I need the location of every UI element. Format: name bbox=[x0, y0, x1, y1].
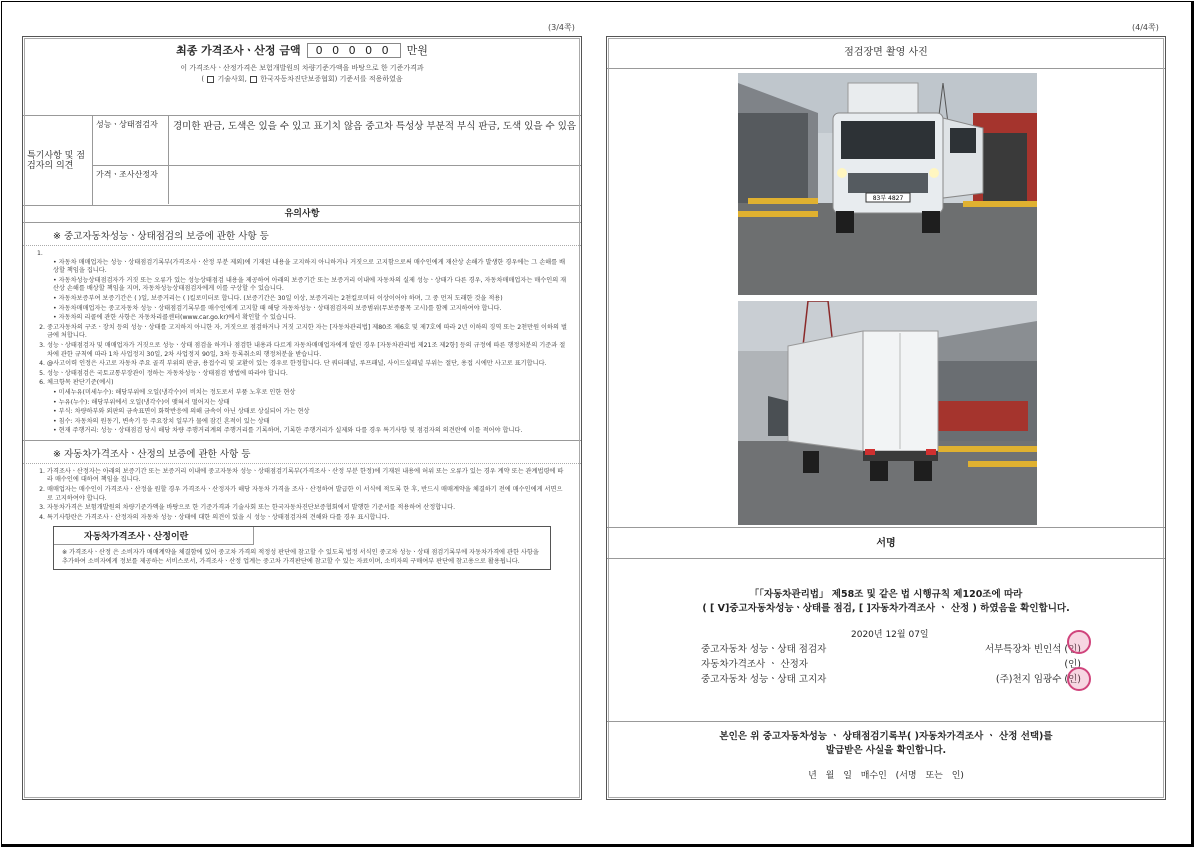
note-item: 3. 자동차가격은 보험개발원의 차량기준가액을 바탕으로 한 기준가격과 기술사회 또는 한국자동차진단보증협회에서 발행한 기준서를 적용하여 산정합니다. bbox=[47, 504, 567, 513]
note-item: 4. @사고이력 인정은 사고로 자동차 주요 골격 부위의 판금, 용접수리 및 교환이 있는 경우로 한정합니다. 단 쿼터패널, 루프패널, 사이드실패널 부위는 절단, 용접 시에만 사고로 표기합니다. bbox=[47, 360, 567, 369]
truck-rear-photo bbox=[738, 301, 1037, 525]
signature-date: 2020년 12월 07일 bbox=[851, 630, 929, 640]
note-item: 1. 가격조사ㆍ산정자는 아래의 보증기간 또는 보증거리 이내에 중고자동차 성능ㆍ상태점검기록부(가격조사ㆍ산정 부분 한정)에 기재된 내용에 허위 또는 오류가 있는 경우 계약 또는 관계법령에 따라 매수인에 대하여 책임을 집니다. bbox=[47, 468, 567, 485]
note-bullet: • 자동차의 리콜에 관한 사항은 자동차리콜센터(www.car.go.kr)에서 확인할 수 있습니다. bbox=[53, 314, 567, 323]
law-statement-line-2: ( [ V]중고자동차성능ㆍ상태를 점검, [ ]자동차가격조사 ㆍ 산정 ) 하였음을 확인합니다. bbox=[702, 603, 1070, 614]
warranty-section-title: ※ 중고자동차성능ㆍ상태점검의 보증에 관한 사항 등 bbox=[23, 223, 581, 246]
caution-title: 유의사항 bbox=[23, 206, 581, 223]
special-notes-heading: 특기사항 및 점검자의 의견 bbox=[23, 116, 93, 205]
inspector-role: 중고자동차 성능ㆍ상태 점검자 bbox=[701, 644, 827, 655]
buyer-confirmation bbox=[607, 721, 1165, 758]
right-page-number: (4/4쪽) bbox=[1132, 23, 1159, 32]
inspector-name[interactable]: 서부특장차 빈인석 (인) bbox=[984, 644, 1081, 655]
note-item: 5. 성능ㆍ상태점검은 국토교통부장관이 정하는 자동차성능ㆍ상태점검 방법에 따라야 합니다. bbox=[47, 370, 567, 379]
appraisal-definition-text: ※ 가격조사ㆍ산정 은 소비자가 매매계약을 체결함에 있어 중고차 가격의 적정성 판단에 참고할 수 있도록 법정 서식인 중고차 성능ㆍ상태 점검기록부에 자동차가격에 관한 사항을 추가하여 소비자에게 정보를 제공하는 서비스로서, 가격조사ㆍ산정 업계는 중고차 가격판단에 참고할 수 있는 자료이며, 소비자의 구매여부 판단에 참고용으로 활용됩니다. bbox=[62, 549, 539, 566]
note-item: 2. 매매업자는 매수인이 가격조사ㆍ산정을 원할 경우 가격조사ㆍ산정자가 해당 자동차 가격을 조사ㆍ산정하여 발급한 이 서식에 적도록 한 후, 반드시 매매계약을 체결하기 전에 매수인에게 서면으로 고지하여야 합니다. bbox=[47, 486, 567, 503]
note-bullet: • 누유(누수): 해당부위에서 오일(냉각수)이 맺혀서 떨어지는 상태 bbox=[53, 399, 567, 408]
signature-section-title: 서명 bbox=[607, 527, 1165, 559]
note-bullet: • 침수: 자동차의 원동기, 변속기 등 주요장치 일부가 물에 잠긴 흔적이 있는 상태 bbox=[53, 418, 567, 427]
inspector-opinion[interactable]: 경미한 판금, 도색은 있을 수 있고 표기치 않음 중고차 특성상 부분적 부식 판금, 도색 있을 수 있음 bbox=[173, 121, 577, 132]
truck-front-photo bbox=[738, 73, 1037, 295]
photo-section-title: 점검장면 촬영 사진 bbox=[607, 37, 1165, 69]
note-bullet: • 자동차매매업자는 중고자동차 성능ㆍ상태점검기록부를 매수인에게 고지할 때 해당 자동차성능ㆍ상태점검자의 보증범위(무보증품목 고시)를 함께 고지하여야 합니다. bbox=[53, 305, 567, 314]
buyer-confirmation-line-2: 발급받은 사실을 확인합니다. bbox=[825, 745, 947, 756]
price-basis-association: 한국자동차진단보증협회) 기준서를 적용하였음 bbox=[260, 75, 403, 83]
license-plate: 83부 4827 bbox=[872, 195, 904, 202]
note-item: 3. 성능ㆍ상태점검자 및 매매업자가 거짓으로 성능ㆍ상태 점검을 하거나 점검한 내용과 다르게 자동차매매업자에게 알린 경우 [자동차관리법 제21조 제2항] 등의 규정에 따른 행정처분의 기준과 절차에 관한 규칙에 따라 1차 사업정지 30일, 2차 사업정지 90일, 3차 등록취소의 행정처분을 받습니다. bbox=[47, 342, 567, 359]
note-item: 6. 체크항목 판단기준(예시) bbox=[47, 379, 567, 388]
notifier-name[interactable]: (주)천지 임광수 (인) bbox=[995, 674, 1081, 685]
note-bullet: • 자동차 매매업자는 성능ㆍ상태점검기록부(가격조사ㆍ산정 부분 제외)에 기재된 내용을 고지하지 아니하거나 거짓으로 고지함으로써 매수인에게 재산상 손해가 발생한 경우에는 그 손해를 배상할 책임을 집니다. bbox=[53, 259, 567, 276]
inspector-label: 성능ㆍ상태점검자 bbox=[93, 116, 169, 165]
appraisal-definition-title: 자동차가격조사ㆍ산정이란 bbox=[54, 527, 254, 545]
final-price-section bbox=[23, 37, 581, 116]
appraiser-opinion[interactable] bbox=[169, 166, 581, 204]
signature-grid bbox=[701, 642, 1081, 687]
appraisal-definition-box bbox=[53, 526, 551, 570]
law-statement-line-1: 「「자동차관리법」 제58조 및 같은 법 시행규칙 제120조에 따라 bbox=[749, 589, 1023, 600]
appraiser-name[interactable]: (인) bbox=[1064, 659, 1081, 670]
note-bullet: • 자동차보증부여 보증기간은 ( )일, 보증거리는 ( )킬로미터로 합니다. (보증기간은 30일 이상, 보증거리는 2천킬로미터 이상이어야 하며, 그 중 먼저 도래한 것을 적용) bbox=[53, 295, 567, 304]
note-item: 2. 중고자동차의 구조ㆍ장치 등의 성능ㆍ상태를 고지하지 아니한 자, 거짓으로 점검하거나 거짓 고지한 자는 [자동차관리법] 제80조 제6호 및 제7호에 따라 2년 이하의 징역 또는 2천만원 이하의 벌금에 처합니다. bbox=[47, 324, 567, 341]
buyer-signature-line[interactable]: 년 월 일 매수인 (서명 또는 인) bbox=[808, 771, 964, 781]
final-price-label: 최종 가격조사ㆍ산정 금액 bbox=[176, 44, 301, 57]
left-page-number: (3/4쪽) bbox=[548, 23, 575, 32]
note-item: 4. 특기사항란은 가격조사ㆍ산정자의 자동차 성능ㆍ상태에 대한 의견이 있을 시 성능ㆍ상태점검자의 견해와 다를 경우 표시합니다. bbox=[47, 514, 567, 523]
price-basis-paren: ( bbox=[201, 75, 205, 83]
special-notes-section bbox=[23, 116, 581, 206]
appraiser-label: 가격ㆍ조사산정자 bbox=[93, 166, 169, 204]
final-price-value[interactable]: 0 0 0 0 0 bbox=[307, 43, 401, 58]
note-number-1: 1. bbox=[37, 250, 43, 257]
warranty-notes bbox=[23, 246, 581, 436]
inspection-page-3 bbox=[22, 36, 582, 800]
notifier-role: 중고자동차 성능ㆍ상태 고지자 bbox=[701, 674, 827, 685]
law-statement bbox=[607, 588, 1165, 616]
price-basis-tech-society: 기술사회, bbox=[217, 75, 247, 83]
checkbox-tech-society[interactable] bbox=[207, 76, 214, 83]
note-bullet: • 미세누유(미세누수): 해당부위에 오일(냉각수)이 비치는 정도로서 부품 노후로 인한 현상 bbox=[53, 389, 567, 398]
note-bullet: • 자동차성능상태점검자가 거짓 또는 오류가 있는 성능상태점검 내용을 제공하여 아래의 보증기간 또는 보증거리 이내에 자동차의 실제 성능ㆍ상태가 다른 경우, 자동차매매업자는 매수인의 재산상 손해를 배상할 책임을 지며, 자동차성능상태점검자에게 이를 구상할 수 있습니다. bbox=[53, 277, 567, 294]
notifier-seal-stamp bbox=[1067, 667, 1091, 691]
price-basis-text: 이 가격조사ㆍ산정가격은 보험개발원의 차량기준가액을 바탕으로 한 기준가격과 bbox=[180, 64, 424, 72]
note-bullet: • 부식: 차량하부와 외판의 금속표면이 화학반응에 의해 금속이 아닌 상태로 상실되어 가는 현상 bbox=[53, 408, 567, 417]
appraiser-role: 자동차가격조사 ㆍ 산정자 bbox=[701, 659, 808, 670]
inspector-seal-stamp bbox=[1067, 630, 1091, 654]
inspection-page-4 bbox=[606, 36, 1166, 800]
note-bullet: • 현재 주행거리: 성능ㆍ상태점검 당시 해당 차량 주행거리계의 주행거리를 기록하며, 기록한 주행거리가 실제와 다를 경우 특기사항 및 점검자의 의견란에 이를 적어야 합니다. bbox=[53, 427, 567, 436]
appraisal-warranty-title: ※ 자동차가격조사ㆍ산정의 보증에 관한 사항 등 bbox=[23, 441, 581, 464]
checkbox-korea-association[interactable] bbox=[250, 76, 257, 83]
buyer-confirmation-line-1: 본인은 위 중고자동차성능 ㆍ 상태점검기록부( )자동차가격조사 ㆍ 산정 선택)를 bbox=[719, 731, 1053, 742]
final-price-unit: 만원 bbox=[406, 44, 428, 57]
